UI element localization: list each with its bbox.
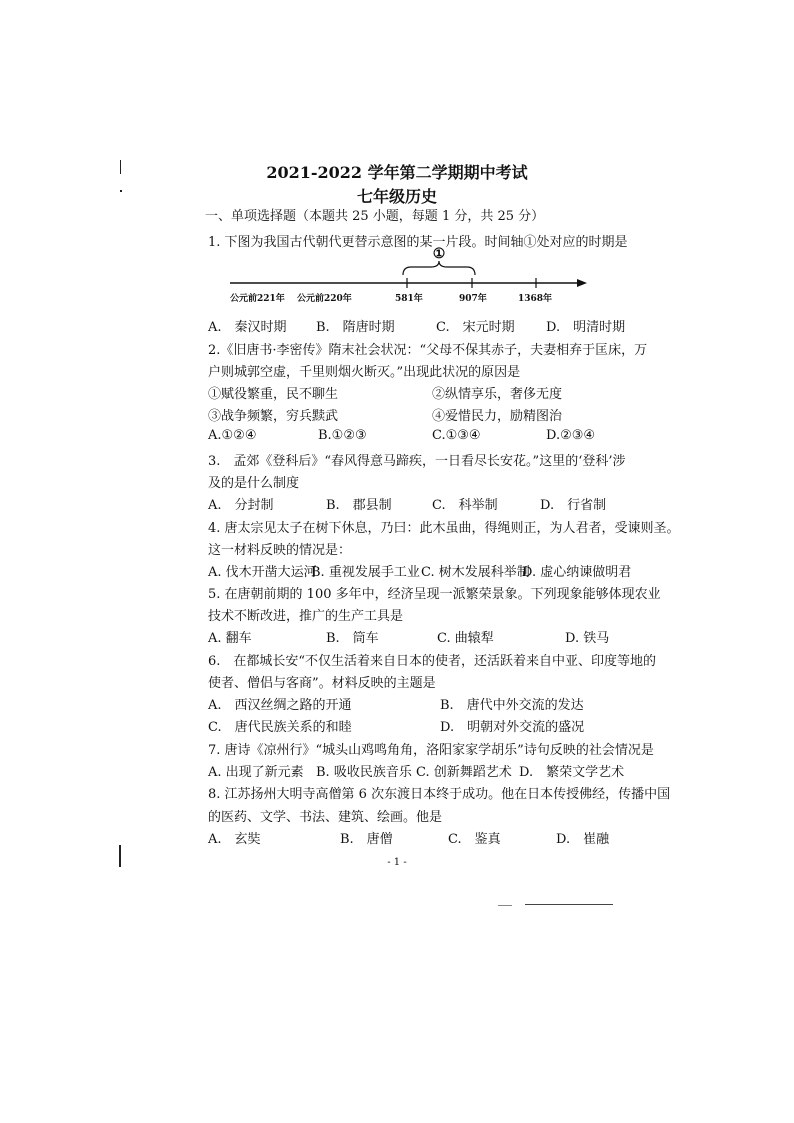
q5-option-a[interactable]: A. 翻车	[208, 631, 252, 646]
q1-option-a[interactable]: A. 秦汉时期	[208, 320, 287, 335]
timeline-label-1368: 1368年	[518, 294, 553, 304]
q4-option-a[interactable]: A. 伐木开凿大运河	[208, 565, 317, 580]
q4-option-b[interactable]: B. 重视发展手工业	[311, 565, 420, 580]
q2-option-b[interactable]: B.①②③	[318, 428, 367, 443]
q2-item-2: ②纵情享乐，奢侈无度	[432, 387, 563, 402]
q2-item-4: ④爱惜民力，励精图治	[432, 409, 563, 424]
question-2-text-line1: 2.《旧唐书·李密传》隋末社会状况：“父母不保其赤子，夫妻相弃于匡床，万	[208, 343, 648, 358]
q2-option-d[interactable]: D.②③④	[546, 428, 596, 443]
q4-option-d[interactable]: D. 虚心纳谏做明君	[522, 565, 632, 580]
timeline-label-220bc: 公元前220年	[297, 294, 352, 304]
q1-option-d[interactable]: D. 明清时期	[546, 320, 626, 335]
q6-option-d[interactable]: D. 明朝对外交流的盛况	[440, 720, 585, 735]
q2-item-3: ③战争频繁，穷兵黩武	[208, 409, 339, 424]
timeline-arrow	[577, 279, 587, 287]
exam-subtitle: 七年级历史	[356, 187, 437, 206]
q3-option-c[interactable]: C. 科举制	[432, 498, 498, 513]
question-4-text-line1: 4. 唐太宗见太子在树下休息，乃曰：此木虽曲，得绳则正，为人君者，受谏则圣。	[208, 521, 680, 536]
timeline-brace	[403, 261, 475, 275]
q2-option-a[interactable]: A.①②④	[208, 428, 257, 443]
timeline-marker: ①	[432, 246, 446, 262]
q2-option-c[interactable]: C.①③④	[432, 428, 481, 443]
q6-option-a[interactable]: A. 西汉丝绸之路的开通	[208, 698, 352, 713]
exam-title: 2021-2022 学年第二学期期中考试	[266, 163, 528, 182]
q4-option-c[interactable]: C. 树木发展科举制	[421, 565, 530, 580]
q8-option-c[interactable]: C. 鉴真	[448, 832, 501, 847]
q3-option-d[interactable]: D. 行省制	[540, 498, 607, 513]
q5-option-c[interactable]: C. 曲辕犁	[437, 631, 494, 646]
q3-option-b[interactable]: B. 郡县制	[326, 498, 392, 513]
q8-option-a[interactable]: A. 玄奘	[208, 832, 261, 847]
q8-option-d[interactable]: D. 崔融	[556, 832, 610, 847]
question-7-text: 7. 唐诗《凉州行》“城头山鸡鸣角角，洛阳家家学胡乐”诗句反映的社会情况是	[208, 743, 654, 758]
question-2-text-line2: 户则城郭空虚，千里则烟火断灭。”出现此状况的原因是	[208, 365, 521, 380]
question-3-text-line2: 及的是什么制度	[208, 476, 300, 491]
q1-option-b[interactable]: B. 隋唐时期	[316, 320, 395, 335]
footer-rule	[525, 904, 613, 905]
q3-option-a[interactable]: A. 分封制	[208, 498, 274, 513]
q1-option-c[interactable]: C. 宋元时期	[436, 320, 515, 335]
q6-option-c[interactable]: C. 唐代民族关系的和睦	[208, 720, 352, 735]
question-6-text-line2: 使者、僧侣与客商”。材料反映的主题是	[208, 676, 436, 691]
q7-option-c[interactable]: C. 创新舞蹈艺术	[416, 765, 512, 780]
q8-option-b[interactable]: B. 唐僧	[340, 832, 393, 847]
question-5-text-line2: 技术不断改进，推广的生产工具是	[208, 609, 404, 624]
section-heading: 一、单项选择题（本题共 25 小题，每题 1 分，共 25 分）	[205, 209, 545, 224]
q6-option-b[interactable]: B. 唐代中外交流的发达	[440, 698, 584, 713]
q7-option-a[interactable]: A. 出现了新元素	[208, 765, 304, 780]
q7-option-b[interactable]: B. 吸收民族音乐	[316, 765, 412, 780]
question-8-text-line2: 的医药、文学、书法、建筑、绘画。他是	[208, 810, 443, 825]
question-8-text-line1: 8. 江苏扬州大明寺高僧第 6 次东渡日本终于成功。他在日本传授佛经，传播中国	[208, 787, 671, 802]
page-number: - 1 -	[387, 857, 407, 868]
timeline-label-907: 907年	[459, 294, 487, 304]
timeline-label-221bc: 公元前221年	[230, 294, 285, 304]
q5-option-d[interactable]: D. 铁马	[565, 631, 610, 646]
question-3-text-line1: 3. 孟郊《登科后》“春风得意马蹄疾，一日看尽长安花。”这里的‘登科’涉	[208, 454, 626, 469]
question-1-text: 1. 下图为我国古代朝代更替示意图的某一片段。时间轴①处对应的时期是	[208, 235, 628, 250]
dynasty-timeline	[225, 245, 595, 305]
question-4-text-line2: 这一材料反映的情况是：	[208, 543, 352, 558]
question-6-text-line1: 6. 在都城长安“不仅生活着来自日本的使者，还活跃着来自中亚、印度等地的	[208, 654, 657, 669]
footer-rule-short	[498, 905, 512, 906]
q7-option-d[interactable]: D. 繁荣文学艺术	[519, 765, 625, 780]
question-5-text-line1: 5. 在唐朝前期的 100 多年中，经济呈现一派繁荣景象。下列现象能够体现农业	[208, 587, 661, 602]
q2-item-1: ①赋役繁重，民不聊生	[208, 387, 339, 402]
timeline-label-581: 581年	[395, 294, 423, 304]
q5-option-b[interactable]: B. 筒车	[326, 631, 379, 646]
